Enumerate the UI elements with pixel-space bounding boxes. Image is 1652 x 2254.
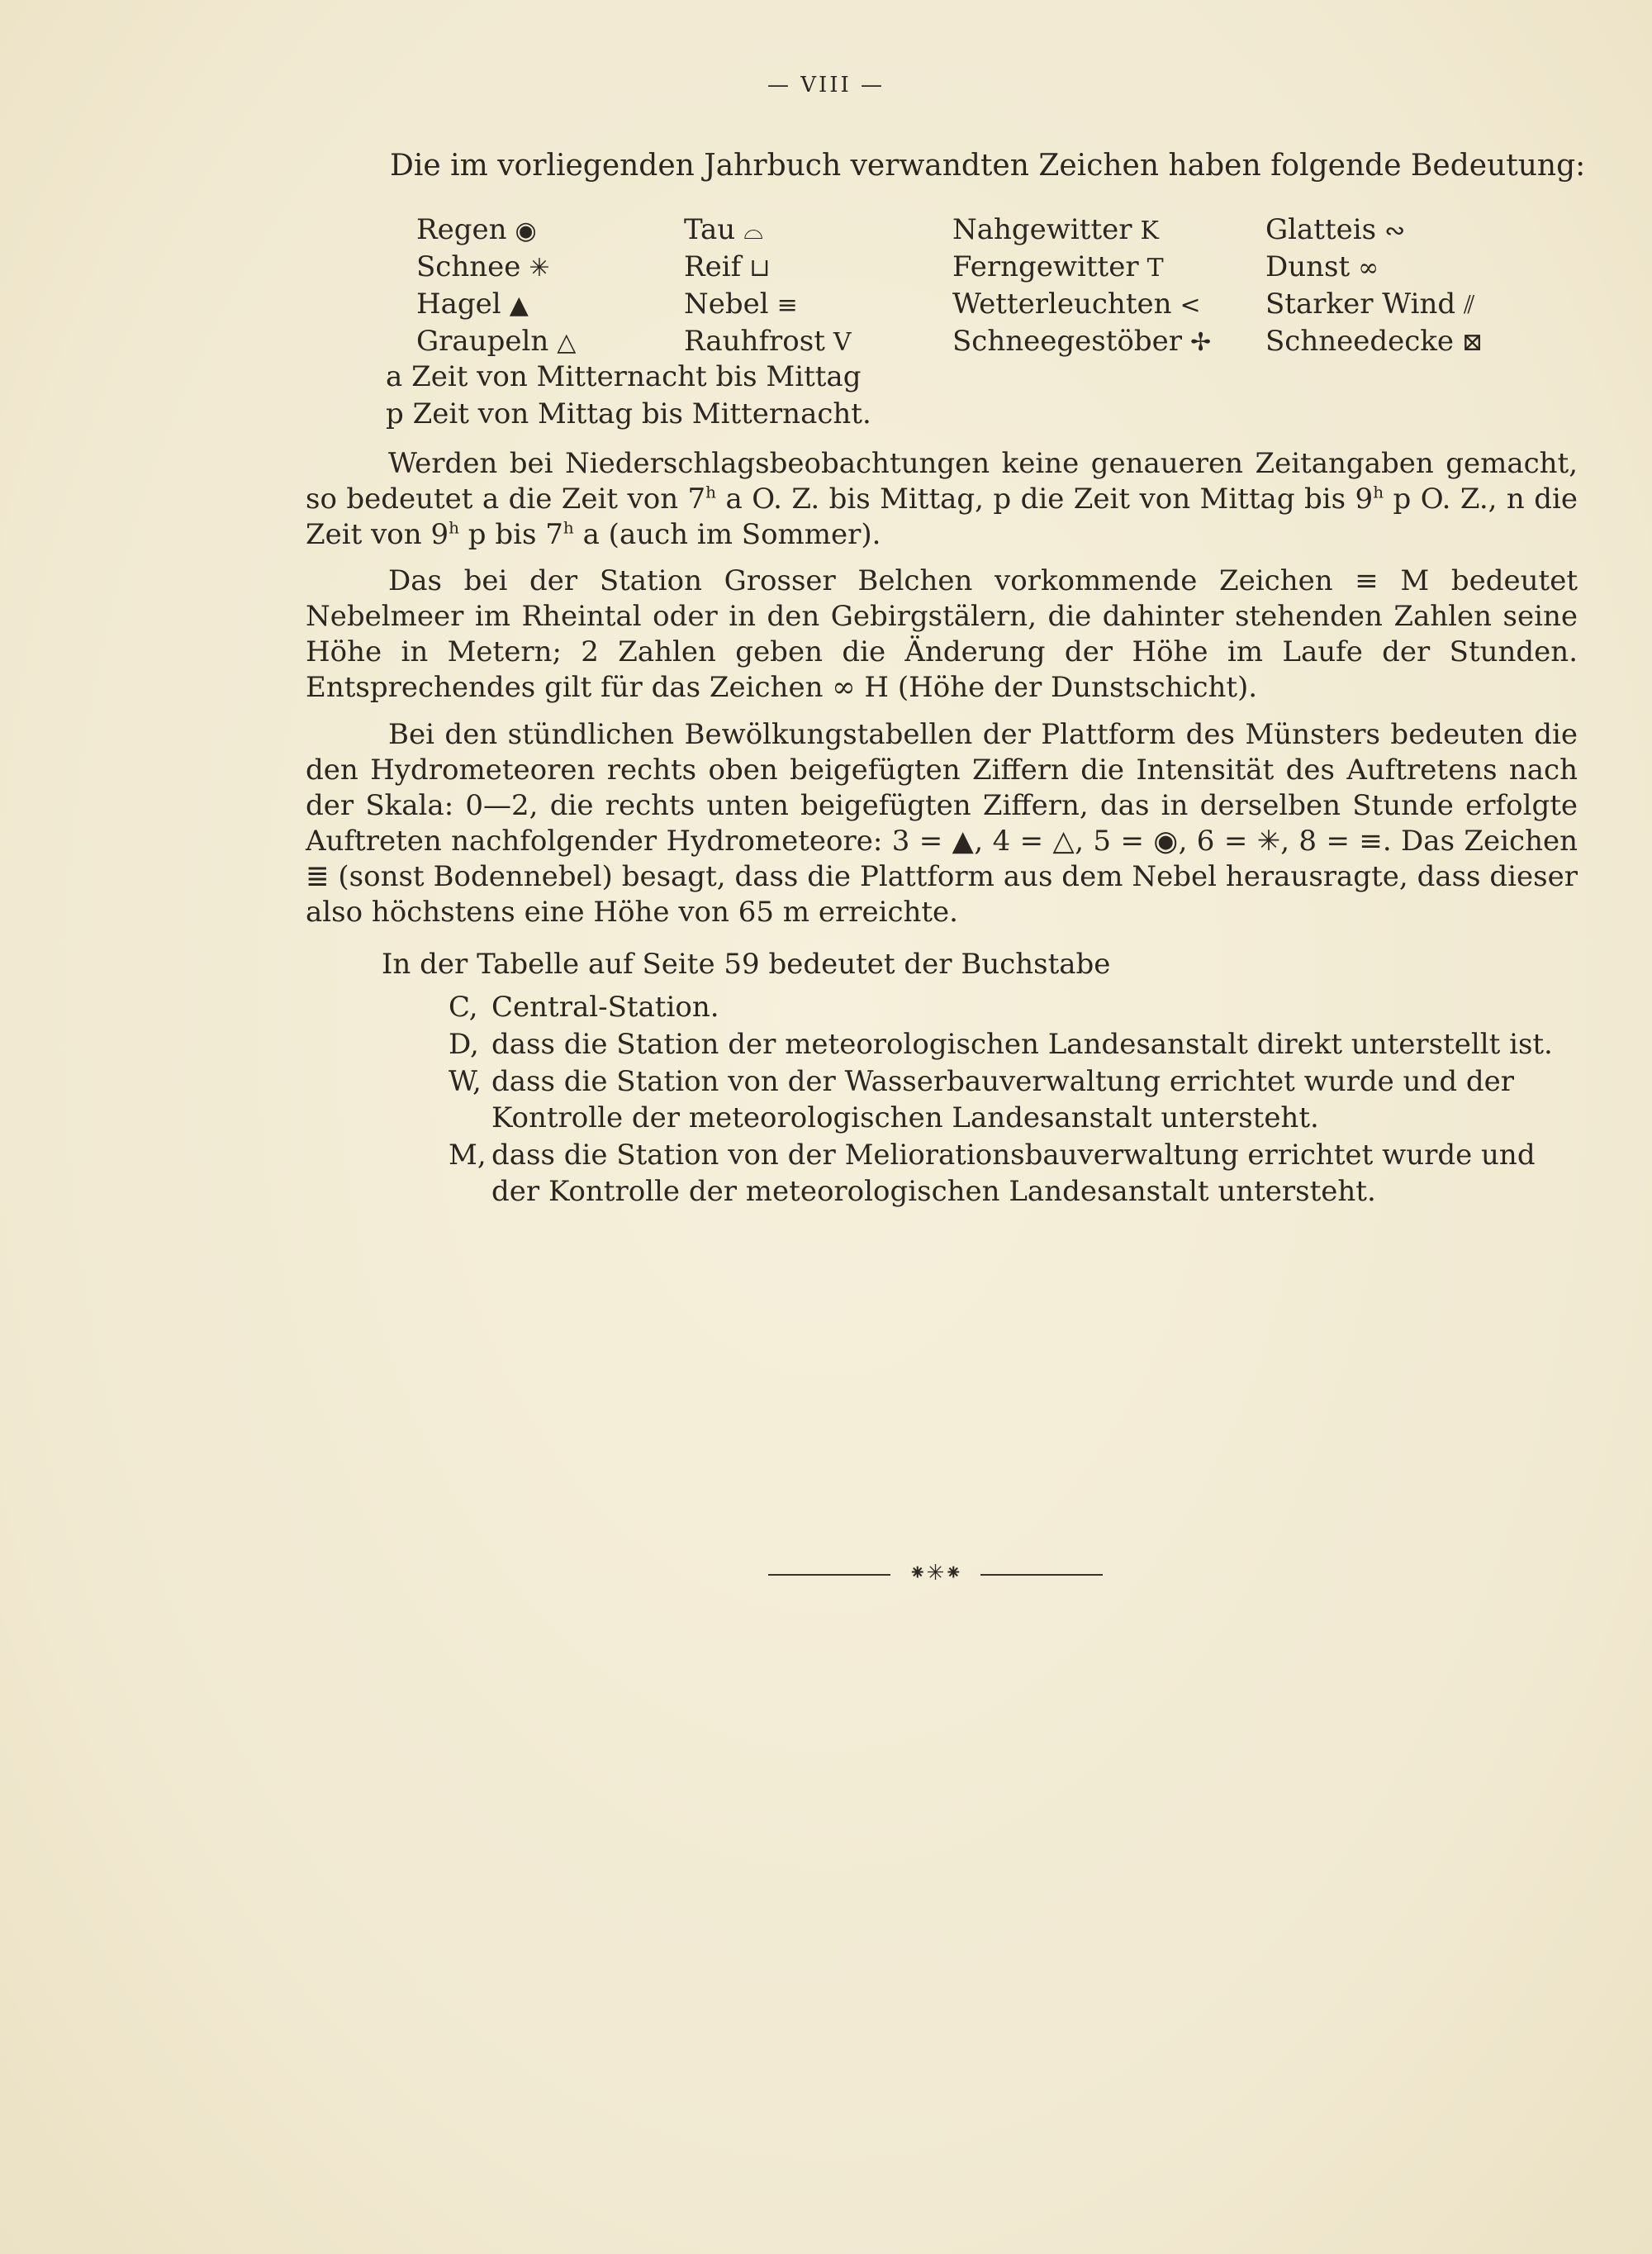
symbol-entry: Reif ⊔ [684,249,852,286]
ornament-line-right [980,1574,1103,1576]
paragraph-belchen: Das bei der Station Grosser Belchen vorkommende Zeichen ≡ M bedeutet Nebelmeer im Rheintal oder in den Gebirgstälern, die dahinter stehenden Zahlen seine Höhe in Metern; 2 Zahlen geben die Änderung der Höhe im Laufe der Stunden. Entsprechendes gilt für das Zeichen ∞ H (Höhe der Dunstschicht). [306,564,1578,704]
symbols-intro: Die im vorliegenden Jahrbuch verwandten Zeichen haben folgende Bedeutung: [390,149,1586,183]
station-legend [449,989,1580,1210]
symbol-entry: Nebel ≡ [684,286,852,323]
symbol-entry: Ferngewitter T [952,249,1211,286]
time-note-a: a Zeit von Mitternacht bis Mittag [386,360,862,393]
symbol-entry: Graupeln △ [416,323,576,360]
symbol-column-4 [1265,212,1483,360]
symbol-entry: Schneegestöber ✢ [952,323,1211,360]
symbol-entry: Tau ⌓ [684,212,852,249]
symbol-entry: Hagel ▲ [416,286,576,323]
list-item: C, Central-Station. [449,991,719,1024]
ornament-flourish-icon: ⁕✳⁕ [908,1561,963,1586]
symbol-entry: Starker Wind ⫽ [1265,286,1483,323]
strong-wind-icon: ⫽ [1464,291,1475,320]
ornament-line-left [768,1574,890,1576]
symbol-column-1 [416,212,576,360]
snowdrift-icon: ✢ [1189,328,1212,357]
snow-cover-icon: ⊠ [1462,328,1483,357]
sheet-lightning-icon: < [1180,291,1201,320]
symbol-column-3 [952,212,1211,360]
near-thunderstorm-icon: K [1140,216,1159,245]
glaze-icon: ∾ [1384,216,1406,245]
symbol-entry: Nahgewitter K [952,212,1211,249]
frost-icon: ⊔ [749,254,771,283]
haze-icon: ∞ [1358,254,1379,283]
distant-thunderstorm-icon: T [1146,254,1164,283]
page-number: — VIII — [767,73,885,97]
end-ornament [768,1561,1103,1586]
hail-icon: ▲ [509,291,529,320]
symbol-entry: Glatteis ∾ [1265,212,1483,249]
symbol-entry: Wetterleuchten < [952,286,1211,323]
paragraph-muenster: Bei den stündlichen Bewölkungstabellen der Plattform des Münsters bedeuten die den Hydrometeoren rechts oben beigefügten Ziffern die Intensität des Auftretens nach der Skala: 0—2, die rechts unten beigefügten Ziffern, das in derselben Stunde erfolgte Auftreten nachfolgender Hydrometeore: 3 = ▲, 4 = △, 5 = ◉, 6 = ✳, 8 = ≡. Das Zeichen ≣ (sonst Bodennebel) besagt, dass die Plattform aus dem Nebel herausragte, dass dieser also höchstens eine Höhe von 65 m erreichte. [306,718,1578,929]
graupel-icon: △ [557,328,577,357]
symbol-entry: Schneedecke ⊠ [1265,323,1483,360]
list-item: W, dass die Station von der Wasserbauverwaltung errichtet wurde und der Kontrolle der meteorologischen Landesanstalt untersteht. [449,1065,1515,1134]
symbol-entry: Rauhfrost V [684,323,852,360]
time-note-p: p Zeit von Mittag bis Mitternacht. [386,397,871,430]
fog-icon: ≡ [776,291,798,320]
symbol-column-2 [684,212,852,360]
rime-icon: V [833,328,852,357]
symbol-entry: Regen ◉ [416,212,576,249]
dew-icon: ⌓ [743,216,763,245]
snow-icon: ✳ [529,254,550,283]
list-item: D, dass die Station der meteorologischen Landesanstalt direkt unterstellt ist. [449,1028,1553,1061]
paragraph-precipitation-times: Werden bei Niederschlagsbeobachtungen keine genaueren Zeitangaben gemacht, so bedeutet a die Zeit von 7$^h$ a O. Z. bis Mittag, p die Zeit von Mittag bis 9$^h$ p O. Z., n die Zeit von 9$^h$ p bis 7$^h$ a (auch im Sommer). [306,447,1578,551]
symbol-entry: Schnee ✳ [416,249,576,286]
rain-icon: ◉ [515,216,537,245]
paragraph-table-legend-intro: In der Tabelle auf Seite 59 bedeutet der Buchstabe [382,948,1111,981]
symbol-entry: Dunst ∞ [1265,249,1483,286]
list-item: M, dass die Station von der Meliorationsbauverwaltung errichtet wurde und der Kontrolle der meteorologischen Landesanstalt untersteht. [449,1139,1536,1208]
